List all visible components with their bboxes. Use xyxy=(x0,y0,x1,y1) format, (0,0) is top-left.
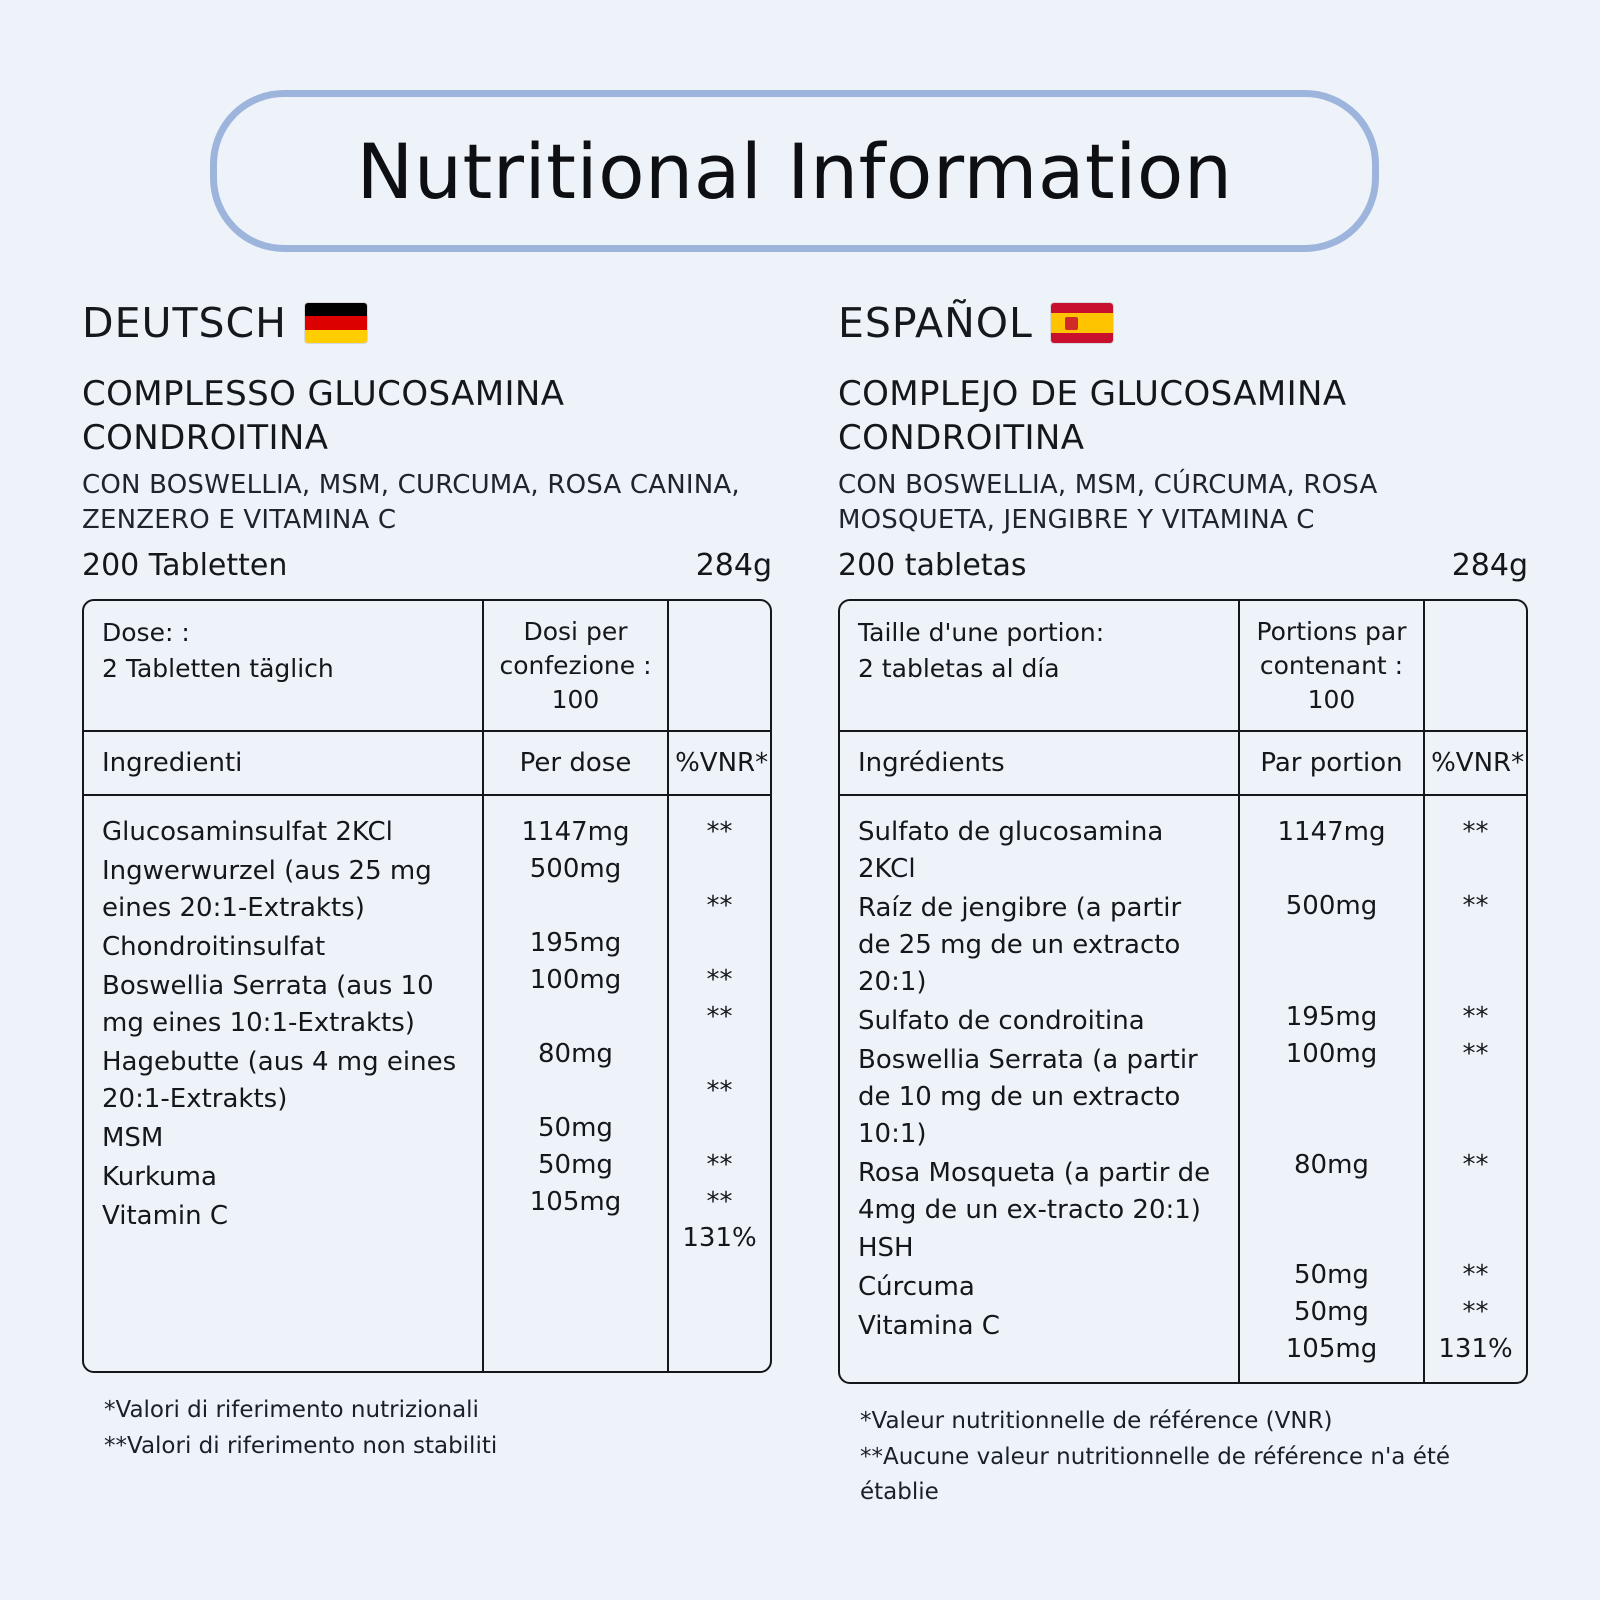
vnr-cell: ** xyxy=(1462,891,1489,922)
col-header-vnr: %VNR* xyxy=(1423,732,1526,794)
vnr-cell: ** xyxy=(706,817,733,848)
table-row: MSM xyxy=(102,1122,164,1153)
col-header-per-dose: Per dose xyxy=(482,732,667,794)
table-body xyxy=(84,796,770,1371)
language-heading-row xyxy=(82,295,772,351)
serving-header-spacer xyxy=(667,601,770,730)
amount-cell: 80mg xyxy=(538,1038,613,1069)
vnr-cell: ** xyxy=(1462,1260,1489,1291)
vnr-cell: ** xyxy=(706,1149,733,1180)
net-weight: 284g xyxy=(695,548,772,584)
amount-cell: 1147mg xyxy=(521,817,630,848)
language-label: ESPAÑOL xyxy=(838,299,1033,347)
amount-cell: 195mg xyxy=(1285,1002,1378,1032)
footnotes xyxy=(838,1404,1528,1511)
language-column-espanol xyxy=(838,295,1528,1511)
col-header-ingredients: Ingrédients xyxy=(858,748,1005,779)
tablet-count: 200 tabletas xyxy=(838,548,1027,584)
language-label: DEUTSCH xyxy=(82,299,288,347)
vnr-cell: ** xyxy=(1462,1149,1489,1180)
vnr-cell: ** xyxy=(1462,1002,1489,1032)
table-row: Chondroitinsulfat xyxy=(102,932,326,963)
ingredient-names-column xyxy=(84,796,482,1371)
amount-cell: 500mg xyxy=(529,854,622,885)
product-subtitle: CON BOSWELLIA, MSM, CURCUMA, ROSA CANINA, ZENZERO E VITAMINA C xyxy=(82,470,740,536)
vnr-cell: ** xyxy=(1462,817,1489,848)
vnr-cell: ** xyxy=(1462,1038,1489,1069)
table-row: Vitamin C xyxy=(102,1200,229,1231)
footnote-no-vnr: **Aucune valeur nutritionnelle de référence n'a été établie xyxy=(860,1443,1451,1506)
page-title: Nutritional Information xyxy=(356,126,1233,216)
amount-cell: 105mg xyxy=(529,1186,622,1217)
table-row: Boswellia Serrata (a partir de 10 mg de un extracto 10:1) xyxy=(858,1044,1198,1149)
amount-cell: 50mg xyxy=(538,1112,613,1143)
product-subtitle: CON BOSWELLIA, MSM, CÚRCUMA, ROSA MOSQUETA, JENGIBRE Y VITAMINA C xyxy=(838,470,1378,536)
col-header-per-dose: Par portion xyxy=(1238,732,1423,794)
vnr-column xyxy=(1423,796,1526,1382)
vnr-cell: ** xyxy=(706,1002,733,1032)
vnr-cell: 131% xyxy=(682,1223,757,1254)
vnr-cell: ** xyxy=(706,891,733,922)
footnote-vnr: *Valeur nutritionnelle de référence (VNR) xyxy=(860,1408,1333,1435)
serving-size-label: Dose: : xyxy=(102,618,190,648)
table-row: Ingwerwurzel (aus 25 mg eines 20:1-Extrakts) xyxy=(102,856,432,924)
table-row: Hagebutte (aus 4 mg eines 20:1-Extrakts) xyxy=(102,1046,457,1114)
table-row: Raíz de jengibre (a partir de 25 mg de un extracto 20:1) xyxy=(858,893,1182,998)
table-serving-header xyxy=(84,601,770,732)
amount-cell: 80mg xyxy=(1294,1149,1369,1180)
table-body xyxy=(840,796,1526,1382)
table-row: Sulfato de glucosamina 2KCl xyxy=(858,817,1164,885)
language-heading-row xyxy=(838,295,1528,351)
footnote-no-vnr: **Valori di riferimento non stabiliti xyxy=(104,1433,498,1460)
vnr-cell: ** xyxy=(706,1075,733,1106)
vnr-cell: ** xyxy=(706,965,733,996)
serving-size-cell xyxy=(840,601,1238,730)
vnr-column xyxy=(667,796,770,1371)
amount-cell: 100mg xyxy=(1285,1038,1378,1069)
amount-cell: 100mg xyxy=(529,965,622,996)
col-header-ingredients: Ingredienti xyxy=(102,748,243,779)
table-row: Glucosaminsulfat 2KCl xyxy=(102,817,393,848)
amount-column xyxy=(482,796,667,1371)
table-row: Cúrcuma xyxy=(858,1272,975,1303)
servings-per-container-cell: Dosi per confezione : 100 xyxy=(482,601,667,730)
table-column-headers xyxy=(84,732,770,796)
product-title: COMPLESSO GLUCOSAMINA CONDROITINA xyxy=(82,374,565,458)
vnr-cell: ** xyxy=(1462,1297,1489,1328)
amount-cell: 50mg xyxy=(1294,1297,1369,1328)
amount-cell: 500mg xyxy=(1285,891,1378,922)
serving-size-value: 2 tabletas al día xyxy=(858,654,1060,684)
nutrition-table xyxy=(838,599,1528,1384)
amount-cell: 1147mg xyxy=(1277,817,1386,848)
vnr-cell: ** xyxy=(706,1186,733,1217)
serving-size-value: 2 Tabletten täglich xyxy=(102,654,334,684)
table-row: Vitamina C xyxy=(858,1311,1000,1342)
table-row: Boswellia Serrata (aus 10 mg eines 10:1-Extrakts) xyxy=(102,971,434,1038)
amount-cell: 105mg xyxy=(1285,1334,1378,1365)
servings-per-container-cell: Portions par contenant : 100 xyxy=(1238,601,1423,730)
pack-summary-row xyxy=(838,548,1528,583)
table-row: Kurkuma xyxy=(102,1161,217,1192)
table-column-headers xyxy=(840,732,1526,796)
amount-cell: 50mg xyxy=(538,1149,613,1180)
serving-size-cell xyxy=(84,601,482,730)
table-serving-header xyxy=(840,601,1526,732)
table-row: Sulfato de condroitina xyxy=(858,1006,1145,1036)
net-weight: 284g xyxy=(1451,548,1528,584)
amount-cell: 50mg xyxy=(1294,1260,1369,1291)
serving-header-spacer xyxy=(1423,601,1526,730)
serving-size-label: Taille d'une portion: xyxy=(858,618,1105,648)
footnotes xyxy=(82,1393,772,1464)
pack-summary-row xyxy=(82,548,772,583)
amount-cell: 195mg xyxy=(529,928,622,959)
footnote-vnr: *Valori di riferimento nutrizionali xyxy=(104,1397,479,1424)
flag-spain-icon xyxy=(1051,303,1113,343)
language-column-deutsch xyxy=(82,295,772,1465)
nutrition-table xyxy=(82,599,772,1373)
table-row: HSH xyxy=(858,1233,914,1264)
page-title-frame xyxy=(210,90,1379,252)
table-row: Rosa Mosqueta (a partir de 4mg de un ex-tracto 20:1) xyxy=(858,1157,1211,1225)
amount-column xyxy=(1238,796,1423,1382)
ingredient-names-column xyxy=(840,796,1238,1382)
vnr-cell: 131% xyxy=(1438,1334,1513,1365)
product-title: COMPLEJO DE GLUCOSAMINA CONDROITINA xyxy=(838,374,1347,458)
col-header-vnr: %VNR* xyxy=(667,732,770,794)
tablet-count: 200 Tabletten xyxy=(82,548,288,584)
flag-germany-icon xyxy=(305,303,367,343)
